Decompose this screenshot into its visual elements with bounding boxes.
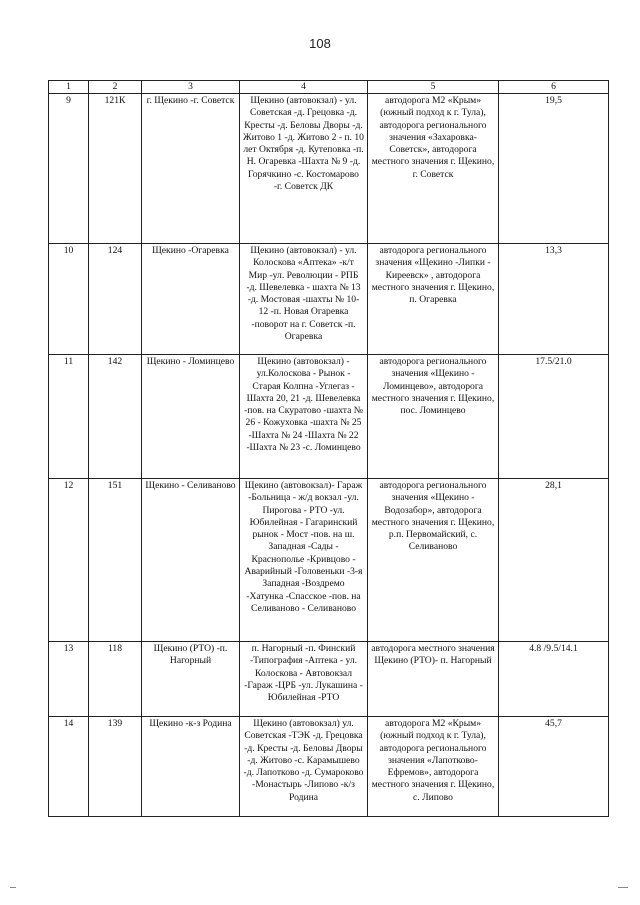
- route-number-cell: 124: [89, 244, 142, 355]
- column-header-3: 3: [142, 81, 240, 94]
- route-name-cell: г. Щекино -г. Советск: [142, 94, 240, 244]
- route-roads-cell: автодорога регионального значения «Щекино -Липки - Киреевск» , автодорога местного значения г. Щекино, п. Огаревка: [368, 244, 499, 355]
- table-row: [49, 479, 609, 642]
- route-name-cell: Щекино - Ломинцево: [142, 355, 240, 479]
- route-roads-cell: автодорога местного значения Щекино (РТО)- п. Нагорный: [368, 642, 499, 717]
- scan-mark-left: [10, 887, 16, 888]
- row-number-cell: 9: [49, 94, 89, 244]
- route-length-cell: 28,1: [499, 479, 609, 642]
- route-length-cell: 13,3: [499, 244, 609, 355]
- table-row: [49, 244, 609, 355]
- route-length-cell: 17.5/21.0: [499, 355, 609, 479]
- route-number-cell: 142: [89, 355, 142, 479]
- route-roads-cell: автодорога М2 «Крым» (южный подход к г. Тула), автодорога регионального значения «Захаровка-Советск», автодорога местного значения г. Щекино, г. Советск: [368, 94, 499, 244]
- routes-table: [48, 80, 609, 817]
- column-header-4: 4: [240, 81, 368, 94]
- page-number: 108: [309, 36, 331, 51]
- route-path-cell: п. Нагорный -п. Финский -Типография -Аптека - ул. Колоскова - Автовокзал -Гараж -ЦРБ -ул. Лукашина - Юбилейная -РТО: [240, 642, 368, 717]
- table-row: [49, 642, 609, 717]
- route-name-cell: Щекино - Селиваново: [142, 479, 240, 642]
- route-length-cell: 45,7: [499, 717, 609, 817]
- route-roads-cell: автодорога регионального значения «Щекино - Водозабор», автодорога местного значения г. Щекино, р.п. Первомайский, с. Селиваново: [368, 479, 499, 642]
- route-roads-cell: автодорога регионального значения «Щекино - Ломинцево», автодорога местного значения г. Щекино, пос. Ломинцево: [368, 355, 499, 479]
- route-number-cell: 151: [89, 479, 142, 642]
- route-number-cell: 118: [89, 642, 142, 717]
- route-name-cell: Щекино (РТО) -п. Нагорный: [142, 642, 240, 717]
- row-number-cell: 10: [49, 244, 89, 355]
- row-number-cell: 13: [49, 642, 89, 717]
- row-number-cell: 11: [49, 355, 89, 479]
- route-path-cell: Щекино (автовокзал) - ул. Советская -д. Грецовка -д. Кресты -д. Беловы Дворы -д. Житово 1 -д. Житово 2 - п. 10 лет Октября -д. Кутеповка -п. Н. Огаревка -Шахта № 9 -д. Горячкино -с. Костомарово -г. Советск ДК: [240, 94, 368, 244]
- route-path-cell: Щекино (автовокзал) - ул.Колоскова - Рынок - Старая Колпна -Углегаз - Шахта 20, 21 -д. Шевелевка -пов. на Скуратово -шахта № 26 - Кожуховка -шахта № 25 -Шахта № 24 -Шахта № 22 -Шахта № 23 -с. Ломинцево: [240, 355, 368, 479]
- scan-artifact-marks: [0, 887, 640, 891]
- route-length-cell: 4.8 /9.5/14.1: [499, 642, 609, 717]
- table-row: [49, 355, 609, 479]
- route-roads-cell: автодорога М2 «Крым» (южный подход к г. Тула), автодорога регионального значения «Лапотково- Ефремов», автодорога местного значения г. Щекино, с. Липово: [368, 717, 499, 817]
- route-name-cell: Щекино -к-з Родина: [142, 717, 240, 817]
- column-header-6: 6: [499, 81, 609, 94]
- row-number-cell: 14: [49, 717, 89, 817]
- table-row: [49, 717, 609, 817]
- route-name-cell: Щекино -Огаревка: [142, 244, 240, 355]
- route-path-cell: Щекино (автовокзал)- Гараж -Больница - ж/д вокзал -ул. Пирогова - РТО -ул. Юбилейная - Гагаринский рынок - Мост -пов. на ш. Западная -Сады - Краснополье -Кривцово - Аварийный -Головеньки -3-я Западная -Воздремо -Хатунка -Спасское -пов. на Селиваново - Селиваново: [240, 479, 368, 642]
- route-path-cell: Щекино (автовокзал) - ул. Колоскова «Аптека» -к/т Мир -ул. Революции - РПБ -д. Шевелевка - шахта № 13 -д. Мостовая -шахты № 10-12 -п. Новая Огаревка -поворот на г. Советск -п. Огаревка: [240, 244, 368, 355]
- table-row: [49, 94, 609, 244]
- row-number-cell: 12: [49, 479, 89, 642]
- route-path-cell: Щекино (автовокзал) ул. Советская -ТЭК -д. Грецовка -д. Кресты -д. Беловы Дворы -д. Житово -с. Карамышево -д. Лапотково -д. Сумароково -Монастырь -Липово -к/з Родина: [240, 717, 368, 817]
- column-header-1: 1: [49, 81, 89, 94]
- scan-mark-right: [618, 887, 628, 888]
- header-row: [49, 81, 609, 94]
- route-length-cell: 19,5: [499, 94, 609, 244]
- column-header-2: 2: [89, 81, 142, 94]
- column-header-5: 5: [368, 81, 499, 94]
- route-number-cell: 121К: [89, 94, 142, 244]
- route-number-cell: 139: [89, 717, 142, 817]
